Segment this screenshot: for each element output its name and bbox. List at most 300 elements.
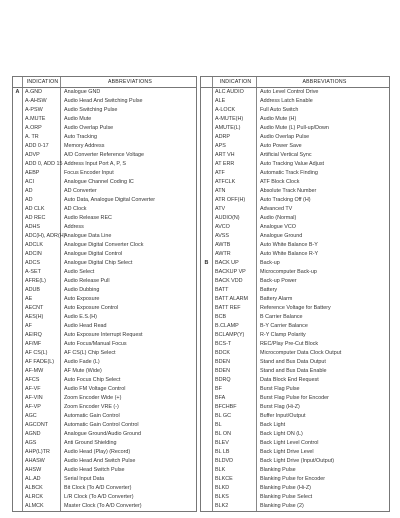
- section-letter: [201, 241, 213, 250]
- indication-cell: AHASW: [23, 457, 61, 466]
- table-row: [13, 142, 196, 151]
- abbreviation-cell: Analogue Digital Chip Select: [64, 260, 133, 266]
- table-row: [13, 367, 196, 376]
- indication-cell: BLK: [213, 466, 257, 475]
- table-row: [201, 475, 389, 484]
- section-letter: [201, 493, 213, 502]
- section-letter: [13, 376, 23, 385]
- table-row: [201, 232, 389, 241]
- indication-cell: AGC: [23, 412, 61, 421]
- header-indication: INDICATION: [213, 77, 257, 87]
- section-letter: [13, 403, 23, 412]
- table-row: [13, 457, 196, 466]
- abbreviation-cell: AD Converter: [64, 188, 97, 194]
- section-letter: B: [201, 259, 213, 268]
- table-row: [201, 88, 389, 97]
- table-row: [201, 97, 389, 106]
- section-letter: [13, 259, 23, 268]
- abbreviation-cell: Blanking Pulse (2): [260, 503, 304, 509]
- abbreviations-table-left: [12, 76, 197, 512]
- section-letter: [13, 295, 23, 304]
- section-letter: [201, 340, 213, 349]
- section-letter: [13, 484, 23, 493]
- table-row: [201, 196, 389, 205]
- indication-cell: BDEN: [213, 358, 257, 367]
- abbreviation-cell: Absolute Track Number: [260, 188, 317, 194]
- abbreviation-cell: Analogue GND: [64, 89, 101, 95]
- abbreviation-cell: Audio Head Read: [64, 323, 107, 329]
- table-row: [13, 502, 196, 511]
- indication-cell: AVSS: [213, 232, 257, 241]
- table-row: [13, 322, 196, 331]
- table-row: [13, 241, 196, 250]
- indication-cell: A-PSW: [23, 106, 61, 115]
- indication-cell: AF-MW: [23, 367, 61, 376]
- section-letter: [201, 394, 213, 403]
- table-row: [201, 169, 389, 178]
- indication-cell: BATT ALARM: [213, 295, 257, 304]
- section-letter: [201, 304, 213, 313]
- section-letter: [201, 448, 213, 457]
- indication-cell: AGND: [23, 430, 61, 439]
- indication-cell: AF CS(L): [23, 349, 61, 358]
- section-letter: [13, 367, 23, 376]
- indication-cell: ATF: [213, 169, 257, 178]
- table-row: [201, 313, 389, 322]
- table-row: [13, 448, 196, 457]
- table-row: [13, 439, 196, 448]
- indication-cell: AWTR: [213, 250, 257, 259]
- indication-cell: ADCLK: [23, 241, 61, 250]
- indication-cell: BL LB: [213, 448, 257, 457]
- section-letter: [201, 196, 213, 205]
- section-letter: [201, 403, 213, 412]
- table-row: [201, 349, 389, 358]
- section-letter: [13, 331, 23, 340]
- abbreviation-cell: Bit Clock (To A/D Converter): [64, 485, 132, 491]
- indication-cell: AF: [23, 322, 61, 331]
- section-letter: [201, 295, 213, 304]
- indication-cell: BF: [213, 385, 257, 394]
- table-row: [201, 124, 389, 133]
- abbreviation-cell: Audio Mute: [64, 116, 92, 122]
- section-letter: [201, 457, 213, 466]
- table-row: [13, 385, 196, 394]
- table-row: [13, 214, 196, 223]
- abbreviation-cell: Audio Dubbing: [64, 287, 100, 293]
- abbreviation-cell: R-Y Clamp Polarity: [260, 332, 306, 338]
- abbreviation-cell: Analogue Ground: [260, 233, 303, 239]
- indication-cell: ATFCLK: [213, 178, 257, 187]
- section-letter: [201, 439, 213, 448]
- section-letter: [201, 115, 213, 124]
- table-row: [13, 232, 196, 241]
- indication-cell: AEBP: [23, 169, 61, 178]
- indication-cell: AECNT: [23, 304, 61, 313]
- section-letter: [13, 457, 23, 466]
- section-letter: [13, 241, 23, 250]
- table-row: [201, 160, 389, 169]
- indication-cell: AHP(L)TR: [23, 448, 61, 457]
- abbreviation-cell: Auto Focus/Manual Focus: [64, 341, 127, 347]
- section-letter: [13, 430, 23, 439]
- abbreviation-cell: Reference Voltage for Battery: [260, 305, 331, 311]
- indication-cell: AMUTE(L): [213, 124, 257, 133]
- section-letter: [201, 151, 213, 160]
- table-row: [13, 124, 196, 133]
- abbreviation-cell: Auto Exposure Control: [64, 305, 119, 311]
- indication-cell: BL GC: [213, 412, 257, 421]
- section-letter: [201, 169, 213, 178]
- indication-cell: AL.AD: [23, 475, 61, 484]
- indication-cell: AUDIO(N): [213, 214, 257, 223]
- section-letter: [13, 106, 23, 115]
- indication-cell: AFRE(L): [23, 277, 61, 286]
- section-letter: [201, 160, 213, 169]
- indication-cell: AFCS: [23, 376, 61, 385]
- abbreviation-cell: A/D Converter Reference Voltage: [64, 152, 145, 158]
- abbreviation-cell: Auto Data, Analogue Digital Converter: [64, 197, 156, 203]
- indication-cell: BLDVD: [213, 457, 257, 466]
- section-letter: [13, 304, 23, 313]
- abbreviations-table-right: [200, 76, 390, 512]
- header-indication: INDICATION: [23, 77, 61, 87]
- table-row: [13, 169, 196, 178]
- indication-cell: ALE: [213, 97, 257, 106]
- abbreviation-cell: Blanking Pulse for Encoder: [260, 476, 326, 482]
- indication-cell: A-SET: [23, 268, 61, 277]
- section-letter: [201, 475, 213, 484]
- abbreviation-cell: Microcomputer Back-up: [260, 269, 317, 275]
- section-letter: [201, 277, 213, 286]
- section-letter: [13, 448, 23, 457]
- abbreviation-cell: Auto Exposure: [64, 296, 100, 302]
- section-letter: [201, 250, 213, 259]
- indication-cell: ADVP: [23, 151, 61, 160]
- table-header: [13, 77, 196, 88]
- abbreviation-cell: Audio Head And Switching Pulse: [64, 98, 143, 104]
- abbreviation-cell: Audio Select: [64, 269, 95, 275]
- section-letter: [13, 169, 23, 178]
- abbreviation-cell: Zoom Encoder Wide (+): [64, 395, 122, 401]
- table-row: [201, 223, 389, 232]
- section-letter: [13, 115, 23, 124]
- abbreviation-cell: Address Latch Enable: [260, 98, 313, 104]
- section-letter: [13, 97, 23, 106]
- section-letter: [201, 178, 213, 187]
- section-letter: [201, 88, 213, 97]
- table-row: [201, 421, 389, 430]
- table-row: [13, 484, 196, 493]
- table-row: [13, 412, 196, 421]
- section-letter: [13, 160, 23, 169]
- abbreviation-cell: Automatic Gain Control: [64, 413, 120, 419]
- section-letter: [13, 439, 23, 448]
- indication-cell: BLKS: [213, 493, 257, 502]
- table-row: [13, 268, 196, 277]
- indication-cell: AF-VF: [23, 385, 61, 394]
- table-row: [13, 349, 196, 358]
- table-body: [13, 88, 196, 511]
- abbreviation-cell: Analogue VCO: [260, 224, 296, 230]
- table-row: [13, 466, 196, 475]
- table-row: [201, 331, 389, 340]
- indication-cell: AHSW: [23, 466, 61, 475]
- table-row: [13, 340, 196, 349]
- section-letter: [13, 187, 23, 196]
- abbreviation-cell: Analogue Ground/Audio Ground: [64, 431, 142, 437]
- abbreviation-cell: Auto White Balance B-Y: [260, 242, 318, 248]
- indication-cell: ATV: [213, 205, 257, 214]
- table-row: [201, 304, 389, 313]
- table-row: [201, 133, 389, 142]
- section-letter: [201, 214, 213, 223]
- abbreviation-cell: Automatic Track Finding: [260, 170, 318, 176]
- section-letter: [13, 223, 23, 232]
- indication-cell: A.ORP: [23, 124, 61, 133]
- section-letter: [13, 313, 23, 322]
- table-body: [201, 88, 389, 511]
- section-letter: [201, 205, 213, 214]
- indication-cell: BACK UP: [213, 259, 257, 268]
- abbreviation-cell: Audio (Normal): [260, 215, 297, 221]
- header-abbreviations: ABBREVIATIONS: [302, 79, 347, 85]
- table-row: [201, 241, 389, 250]
- section-letter: [13, 385, 23, 394]
- table-row: [201, 340, 389, 349]
- abbreviation-cell: Back Light Drive (Input/Output): [260, 458, 335, 464]
- table-row: [201, 151, 389, 160]
- table-row: [201, 439, 389, 448]
- table-row: [13, 394, 196, 403]
- indication-cell: A-LOCK: [213, 106, 257, 115]
- indication-cell: AD REC: [23, 214, 61, 223]
- abbreviation-cell: Audio FM Voltage Control: [64, 386, 126, 392]
- section-letter: [201, 484, 213, 493]
- indication-cell: ADD 0-17: [23, 142, 61, 151]
- abbreviation-cell: Back-up: [260, 260, 280, 266]
- section-letter: [201, 106, 213, 115]
- section-letter: [201, 268, 213, 277]
- indication-cell: AD: [23, 196, 61, 205]
- table-row: [201, 376, 389, 385]
- section-letter: [13, 214, 23, 223]
- abbreviation-cell: Battery: [260, 287, 278, 293]
- abbreviation-cell: Audio Head Switch Pulse: [64, 467, 125, 473]
- table-row: [13, 304, 196, 313]
- abbreviation-cell: Serial Input Data: [64, 476, 105, 482]
- table-row: [13, 493, 196, 502]
- indication-cell: AF FADE(L): [23, 358, 61, 367]
- abbreviation-cell: B Carrier Balance: [260, 314, 303, 320]
- indication-cell: BCB: [213, 313, 257, 322]
- abbreviation-cell: Back-up Power: [260, 278, 297, 284]
- indication-cell: BATT REF: [213, 304, 257, 313]
- table-row: [201, 187, 389, 196]
- abbreviation-cell: Audio Overlap Pulse: [64, 125, 114, 131]
- abbreviation-cell: Burst Flag Pulse for Encoder: [260, 395, 329, 401]
- indication-cell: ALRCK: [23, 493, 61, 502]
- section-letter: [13, 493, 23, 502]
- indication-cell: ATN: [213, 187, 257, 196]
- section-letter: [201, 223, 213, 232]
- section-letter: [201, 124, 213, 133]
- indication-cell: BACK VDD: [213, 277, 257, 286]
- table-row: [201, 286, 389, 295]
- table-row: [13, 286, 196, 295]
- table-row: [13, 313, 196, 322]
- abbreviation-cell: Analogue Channel Coding IC: [64, 179, 134, 185]
- abbreviation-cell: Address: [64, 224, 84, 230]
- indication-cell: AD CLK: [23, 205, 61, 214]
- abbreviation-cell: Auto Exposure Interrupt Request: [64, 332, 143, 338]
- section-letter: [201, 322, 213, 331]
- abbreviation-cell: Audio Switching Pulse: [64, 107, 118, 113]
- table-row: [201, 448, 389, 457]
- abbreviation-cell: Burst Flag (Hi-Z): [260, 404, 300, 410]
- indication-cell: BATT: [213, 286, 257, 295]
- section-letter: [13, 232, 23, 241]
- table-row: [13, 106, 196, 115]
- abbreviation-cell: Burst Flag Pulse: [260, 386, 300, 392]
- table-header: [201, 77, 389, 88]
- section-letter: [13, 340, 23, 349]
- table-row: [13, 430, 196, 439]
- indication-cell: AT ERR: [213, 160, 257, 169]
- abbreviation-cell: Blanking Pulse: [260, 467, 296, 473]
- abbreviation-cell: L/R Clock (To A/D Converter): [64, 494, 134, 500]
- abbreviation-cell: Artificial Vertical Sync: [260, 152, 312, 158]
- indication-cell: ADCS: [23, 259, 61, 268]
- table-row: [201, 214, 389, 223]
- section-letter: [13, 133, 23, 142]
- section-letter: [13, 358, 23, 367]
- indication-cell: AEIRQ: [23, 331, 61, 340]
- table-row: [13, 358, 196, 367]
- indication-cell: ACI: [23, 178, 61, 187]
- abbreviation-cell: Stand and Bus Data Enable: [260, 368, 327, 374]
- indication-cell: BDRQ: [213, 376, 257, 385]
- indication-cell: AWTB: [213, 241, 257, 250]
- abbreviation-cell: Analogue Digital Control: [64, 251, 123, 257]
- abbreviation-cell: Audio Overlap Pulse: [260, 134, 310, 140]
- section-letter: [13, 349, 23, 358]
- indication-cell: AF-VIN: [23, 394, 61, 403]
- indication-cell: A-AHSW: [23, 97, 61, 106]
- indication-cell: BFA: [213, 394, 257, 403]
- table-row: [201, 493, 389, 502]
- table-row: [13, 421, 196, 430]
- indication-cell: ADUB: [23, 286, 61, 295]
- section-letter: [201, 313, 213, 322]
- table-row: [13, 223, 196, 232]
- table-row: [13, 115, 196, 124]
- indication-cell: AD: [23, 187, 61, 196]
- indication-cell: BLEV: [213, 439, 257, 448]
- indication-cell: ATR OFF(H): [213, 196, 257, 205]
- table-row: [13, 331, 196, 340]
- table-row: [201, 403, 389, 412]
- indication-cell: BCS-T: [213, 340, 257, 349]
- abbreviation-cell: Back Light ON (L): [260, 431, 303, 437]
- table-row: [201, 394, 389, 403]
- table-row: [201, 178, 389, 187]
- table-row: [201, 502, 389, 511]
- abbreviation-cell: Auto Tracking Off (H): [260, 197, 311, 203]
- indication-cell: BACKUP VP: [213, 268, 257, 277]
- abbreviation-cell: Stand and Bus Data Output: [260, 359, 326, 365]
- table-row: [201, 268, 389, 277]
- section-letter: [13, 250, 23, 259]
- indication-cell: ADCIN: [23, 250, 61, 259]
- table-row: [201, 430, 389, 439]
- indication-cell: ADRP: [213, 133, 257, 142]
- indication-cell: B.CLAMP: [213, 322, 257, 331]
- abbreviation-cell: AD Clock: [64, 206, 87, 212]
- section-letter: [201, 133, 213, 142]
- section-letter: [13, 412, 23, 421]
- section-letter: [13, 124, 23, 133]
- abbreviation-cell: Audio Head (Play) (Record): [64, 449, 131, 455]
- abbreviation-cell: Advanced TV: [260, 206, 293, 212]
- indication-cell: APS: [213, 142, 257, 151]
- section-letter: [201, 385, 213, 394]
- section-letter: [13, 421, 23, 430]
- table-row: [201, 322, 389, 331]
- section-letter: [201, 412, 213, 421]
- abbreviation-cell: Audio Mute (H): [260, 116, 297, 122]
- abbreviation-cell: Data Block End Request: [260, 377, 319, 383]
- indication-cell: BLKCE: [213, 475, 257, 484]
- table-row: [201, 484, 389, 493]
- indication-cell: ALMCK: [23, 502, 61, 511]
- section-letter: [201, 430, 213, 439]
- indication-cell: A.GND: [23, 88, 61, 97]
- indication-cell: ART VH: [213, 151, 257, 160]
- indication-cell: BLKD: [213, 484, 257, 493]
- table-row: [201, 259, 389, 268]
- table-row: [201, 367, 389, 376]
- section-letter: [13, 475, 23, 484]
- table-row: [201, 277, 389, 286]
- indication-cell: BLK2: [213, 502, 257, 511]
- indication-cell: ALBCK: [23, 484, 61, 493]
- section-letter: [201, 97, 213, 106]
- indication-cell: BCLAMP(Y): [213, 331, 257, 340]
- section-letter: [201, 232, 213, 241]
- table-row: [13, 88, 196, 97]
- section-letter: [201, 502, 213, 511]
- abbreviation-cell: B-Y Carrier Balance: [260, 323, 308, 329]
- abbreviation-cell: Battery Alarm: [260, 296, 293, 302]
- indication-cell: AF/MF: [23, 340, 61, 349]
- indication-cell: AF-VP: [23, 403, 61, 412]
- section-letter: [201, 358, 213, 367]
- indication-cell: ADD 0, ADD 15: [25, 161, 63, 167]
- indication-cell: BDEN: [213, 367, 257, 376]
- section-letter: [13, 502, 23, 511]
- table-row: [201, 142, 389, 151]
- abbreviation-cell: Focus Encoder Input: [64, 170, 114, 176]
- table-row: [13, 259, 196, 268]
- indication-cell: AGCONT: [23, 421, 61, 430]
- table-row: [201, 106, 389, 115]
- abbreviation-cell: Master Clock (To A/D Converter): [64, 503, 142, 509]
- table-row: [13, 160, 196, 169]
- table-row: [13, 403, 196, 412]
- abbreviation-cell: Address Input Port A, P, S: [64, 161, 126, 167]
- section-letter: [13, 322, 23, 331]
